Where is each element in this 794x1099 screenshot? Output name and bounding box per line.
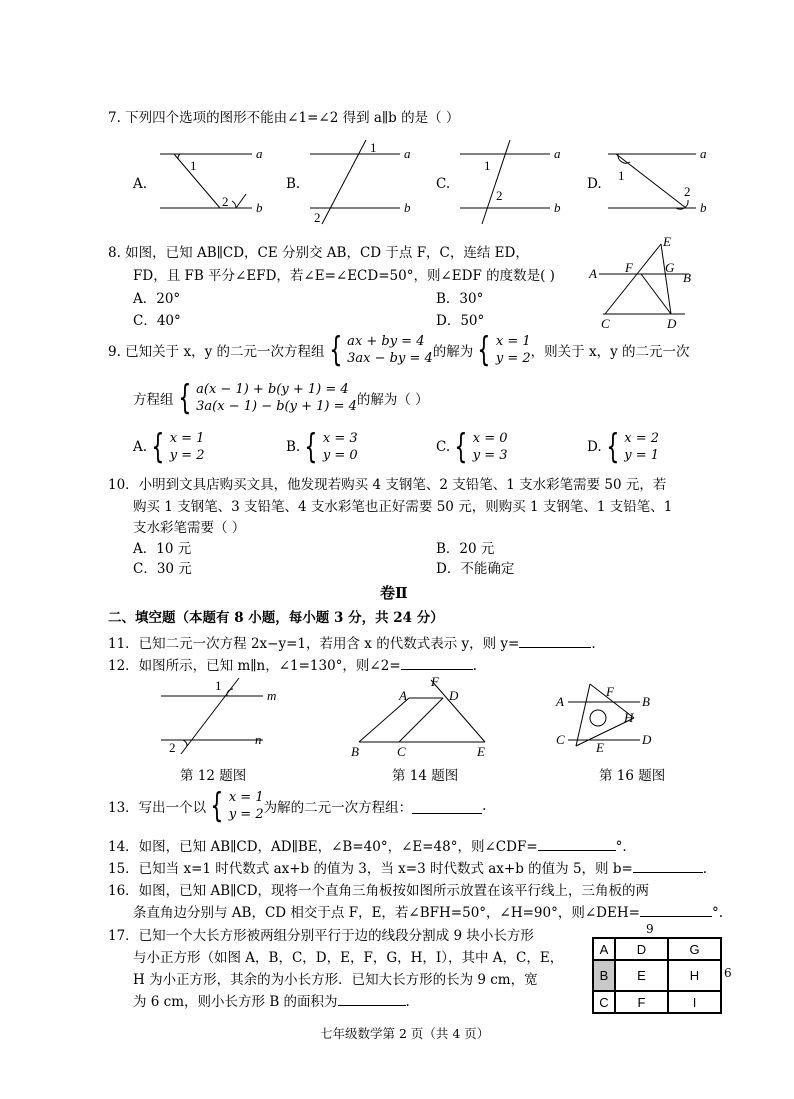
q10-option-d[interactable]: D．不能确定 xyxy=(436,561,515,577)
q7-figure-d xyxy=(602,140,732,220)
q14-answer-blank[interactable] xyxy=(538,836,616,851)
q7-stem: 7. 下列四个选项的图形不能由∠1=∠2 得到 a∥b 的是（ ） xyxy=(108,110,460,126)
q9-line1: 9. 已知关于 x，y 的二元一次方程组 { ax + by = 4 3ax − by = 4 的解为 { x = 1 y = 2 ，则关于 x，y 的二元一次 xyxy=(108,330,690,370)
q17-answer-blank[interactable] xyxy=(338,991,406,1006)
q17-line1: 17．已知一个大长方形被两组分别平行于边的线段分割成 9 块小长方形 xyxy=(108,928,534,944)
figure-14-caption: 第 14 题图 xyxy=(392,768,459,784)
q8-option-b[interactable]: B．30° xyxy=(436,291,484,307)
svg-text:a: a xyxy=(554,146,561,161)
grid-side-label: 6 xyxy=(724,966,732,980)
q11: 11．已知二元一次方程 2x−y=1，若用含 x 的代数式表示 y，则 y= . xyxy=(108,632,596,652)
svg-text:D: D xyxy=(642,732,652,747)
q17-rectangle-grid xyxy=(592,937,722,1014)
svg-text:A: A xyxy=(399,688,407,703)
q15-answer-blank[interactable] xyxy=(633,858,703,873)
q10-line3: 支水彩笔需要（ ） xyxy=(133,520,246,536)
grid-cell-d: D xyxy=(615,938,668,960)
q16-answer-blank[interactable] xyxy=(640,902,712,917)
q9-line2: 方程组 { a(x − 1) + b(y + 1) = 4 3a(x − 1) − b(y + 1) = 4 的解为（ ） xyxy=(133,378,429,418)
q10-line2: 购买 1 支钢笔、3 支铅笔、4 支水彩笔也正好需要 50 元，则购买 1 支钢笔、1 支铅笔、1 xyxy=(133,499,673,515)
svg-text:D: D xyxy=(449,688,459,703)
svg-text:B: B xyxy=(683,270,691,285)
q10-option-b[interactable]: B．20 元 xyxy=(436,541,495,557)
grid-cell-f: F xyxy=(615,991,668,1013)
svg-text:2: 2 xyxy=(496,188,503,203)
svg-text:a: a xyxy=(700,146,707,161)
svg-text:E: E xyxy=(596,740,604,755)
figure-16-caption: 第 16 题图 xyxy=(599,768,666,784)
svg-text:b: b xyxy=(256,200,263,215)
grid-cell-i: I xyxy=(668,991,721,1013)
q10-option-a[interactable]: A．10 元 xyxy=(133,541,192,557)
q8-line2: FD，且 FB 平分∠EFD，若∠E=∠ECD=50°，则∠EDF 的度数是( ) xyxy=(133,268,555,284)
q17-line4: 为 6 cm，则小长方形 B 的面积为 . xyxy=(133,990,410,1010)
svg-text:B: B xyxy=(351,744,359,758)
svg-text:1: 1 xyxy=(618,168,625,183)
q7-option-d[interactable]: D. xyxy=(587,176,602,192)
q13-answer-blank[interactable] xyxy=(412,799,482,814)
page-footer: 七年级数学第 2 页（共 4 页） xyxy=(320,1026,490,1041)
svg-text:F: F xyxy=(606,684,614,699)
q8-option-a[interactable]: A．20° xyxy=(133,291,181,307)
section-heading: 二、填空题（本题有 8 小题，每小题 3 分，共 24 分） xyxy=(108,610,444,626)
figure-12 xyxy=(155,672,295,756)
q15: 15．已知当 x=1 时代数式 ax+b 的值为 3，当 x=3 时代数式 ax+b 的值为 5，则 b= . xyxy=(108,857,707,877)
q16-line2: 条直角边分别与 AB，CD 相交于点 F，E，若∠BFH=50°，∠H=90°，则∠DEH= °. xyxy=(133,901,723,921)
svg-text:D: D xyxy=(667,316,677,330)
svg-text:1: 1 xyxy=(370,140,377,155)
q7-figure-a xyxy=(150,140,280,220)
grid-cell-g: G xyxy=(668,938,721,960)
svg-text:1: 1 xyxy=(484,158,491,173)
grid-cell-h: H xyxy=(668,960,721,991)
figure-14 xyxy=(345,674,495,758)
svg-text:C: C xyxy=(601,316,610,330)
svg-text:b: b xyxy=(700,200,707,215)
svg-text:n: n xyxy=(255,732,262,747)
grid-cell-e: E xyxy=(615,960,668,991)
svg-text:F: F xyxy=(625,260,633,275)
q12-answer-blank[interactable] xyxy=(401,655,473,670)
svg-text:b: b xyxy=(554,200,561,215)
q17-line3: H 为小正方形，其余的为小长方形．已知大长方形的长为 9 cm，宽 xyxy=(133,972,538,988)
svg-text:E: E xyxy=(663,234,671,249)
q10-line1: 10．小明到文具店购买文具，他发现若购买 4 支钢笔、2 支铅笔、1 支水彩笔需要 50 元，若 xyxy=(108,477,667,493)
svg-text:A: A xyxy=(556,694,564,709)
svg-text:2: 2 xyxy=(684,184,691,199)
q8-line1: 8. 如图，已知 AB∥CD，CE 分别交 AB，CD 于点 F，C，连结 ED， xyxy=(108,245,529,261)
grid-top-label: 9 xyxy=(646,922,654,936)
q10-option-c[interactable]: C．30 元 xyxy=(133,561,192,577)
q11-answer-blank[interactable] xyxy=(519,633,591,648)
q7-option-b[interactable]: B. xyxy=(286,176,301,192)
grid-cell-b: B xyxy=(593,960,615,991)
svg-text:G: G xyxy=(665,260,675,275)
q9-option-a[interactable]: A. { x = 1 y = 2 xyxy=(133,427,205,467)
svg-text:2: 2 xyxy=(222,194,229,209)
q9-option-d[interactable]: D. { x = 2 y = 1 xyxy=(587,427,660,467)
grid-cell-a: A xyxy=(593,938,615,960)
svg-text:B: B xyxy=(642,694,650,709)
svg-text:2: 2 xyxy=(314,210,321,225)
q13: 13．写出一个以 { x = 1 y = 2 为解的二元一次方程组： . xyxy=(108,786,487,826)
svg-text:b: b xyxy=(404,200,411,215)
svg-text:1: 1 xyxy=(190,158,197,173)
q12: 12．如图所示，已知 m∥n，∠1=130°，则∠2= . xyxy=(108,654,477,674)
svg-text:C: C xyxy=(556,732,565,747)
q8-option-d[interactable]: D．50° xyxy=(436,313,485,329)
q7-option-c[interactable]: C. xyxy=(436,176,451,192)
svg-text:1: 1 xyxy=(215,678,222,693)
q9-option-c[interactable]: C. { x = 0 y = 3 xyxy=(436,427,508,467)
svg-text:A: A xyxy=(589,266,597,281)
svg-text:a: a xyxy=(404,146,411,161)
q16-line1: 16．如图，已知 AB∥CD，现将一个直角三角板按如图所示放置在该平行线上，三角板的两 xyxy=(108,883,650,899)
svg-text:F: F xyxy=(431,674,439,689)
q9-option-b[interactable]: B. { x = 3 y = 0 xyxy=(286,427,358,467)
q8-figure xyxy=(585,234,705,330)
figure-16 xyxy=(548,680,668,762)
q7-option-a[interactable]: A. xyxy=(133,176,148,192)
svg-text:2: 2 xyxy=(169,740,176,755)
q8-option-c[interactable]: C．40° xyxy=(133,313,181,329)
q7-figure-b xyxy=(300,138,430,228)
q14: 14．如图，已知 AB∥CD，AD∥BE，∠B=40°，∠E=48°，则∠CDF= °. xyxy=(108,835,627,855)
grid-cell-c: C xyxy=(593,991,615,1013)
figure-12-caption: 第 12 题图 xyxy=(180,768,247,784)
section-title: 卷Ⅱ xyxy=(380,584,408,602)
q17-line2: 与小正方形（如图 A，B，C，D，E，F，G，H，I），其中 A，C，E， xyxy=(133,950,564,966)
svg-text:E: E xyxy=(477,744,485,758)
svg-text:H: H xyxy=(624,710,634,725)
svg-text:m: m xyxy=(267,688,277,703)
q7-figure-c xyxy=(452,138,582,228)
svg-text:C: C xyxy=(397,744,406,758)
svg-text:a: a xyxy=(256,146,263,161)
